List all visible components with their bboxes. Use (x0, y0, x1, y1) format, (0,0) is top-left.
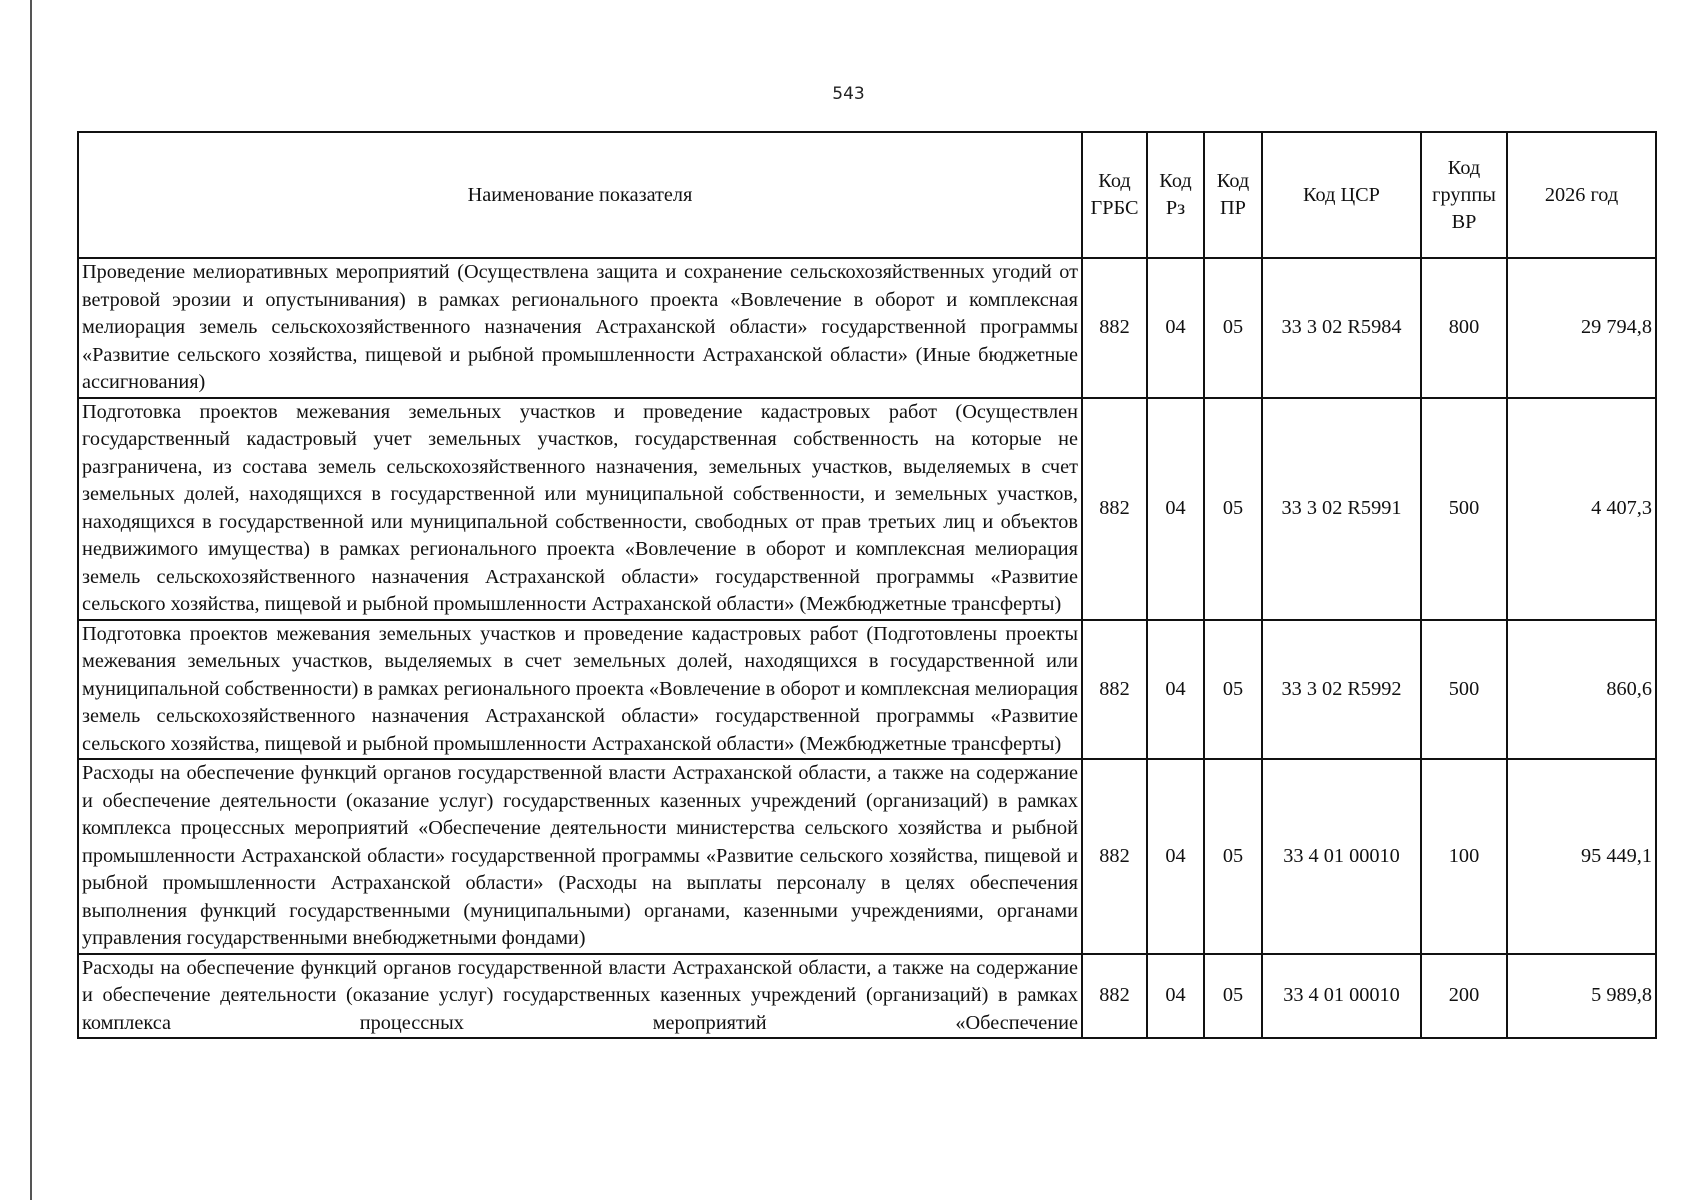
row-amount: 5 989,8 (1507, 954, 1656, 1038)
row-pr: 05 (1204, 258, 1262, 398)
row-rz: 04 (1147, 258, 1204, 398)
header-pr: Код ПР (1204, 132, 1262, 258)
row-amount: 29 794,8 (1507, 258, 1656, 398)
row-pr: 05 (1204, 398, 1262, 620)
table-row (78, 620, 1656, 760)
row-csr: 33 4 01 00010 (1262, 954, 1421, 1038)
header-grbs: Код ГРБС (1082, 132, 1147, 258)
header-name: Наименование показателя (78, 132, 1082, 258)
row-rz: 04 (1147, 398, 1204, 620)
table-row (78, 258, 1656, 398)
row-name: Проведение мелиоративных мероприятий (Осуществлена защита и сохранение сельскохозяйственных угодий от ветровой эрозии и опустынивания) в рамках регионального проекта «Вовлечение в оборот и комплексная мелиорация земель сельскохозяйственного назначения Астраханской области» государственной программы «Развитие сельского хозяйства, пищевой и рыбной промышленности Астраханской области» (Иные бюджетные ассигнования) (78, 258, 1082, 398)
row-vr: 500 (1421, 398, 1507, 620)
row-csr: 33 3 02 R5984 (1262, 258, 1421, 398)
page-margin-line (30, 0, 32, 1200)
row-vr: 200 (1421, 954, 1507, 1038)
row-name-text: Расходы на обеспечение функций органов государственной власти Астраханской области, а также на содержание и обеспечение деятельности (оказание услуг) государственных казенных учреждений (организаций) в рамках комплекса процессных мероприятий «Обеспечение (82, 956, 1078, 1034)
table-row (78, 759, 1656, 954)
row-pr: 05 (1204, 759, 1262, 954)
row-csr: 33 4 01 00010 (1262, 759, 1421, 954)
header-rz: Код Рз (1147, 132, 1204, 258)
row-vr: 800 (1421, 258, 1507, 398)
row-pr: 05 (1204, 954, 1262, 1038)
row-name: Подготовка проектов межевания земельных участков и проведение кадастровых работ (Подготовлены проекты межевания земельных участков, выделяемых в счет земельных долей, находящихся в государственной или муниципальной собственности) в рамках регионального проекта «Вовлечение в оборот и комплексная мелиорация земель сельскохозяйственного назначения Астраханской области» государственной программы «Развитие сельского хозяйства, пищевой и рыбной промышленности Астраханской области» (Межбюджетные трансферты) (78, 620, 1082, 760)
row-vr: 100 (1421, 759, 1507, 954)
row-grbs: 882 (1082, 258, 1147, 398)
row-rz: 04 (1147, 954, 1204, 1038)
row-grbs: 882 (1082, 398, 1147, 620)
row-name: Подготовка проектов межевания земельных участков и проведение кадастровых работ (Осуществлен государственный кадастровый учет земельных участков, государственная собственность на которые не разграничена, из состава земель сельскохозяйственного назначения, земельных участков, выделяемых в счет земельных долей, находящихся в государственной или муниципальной собственности, и земельных участков, находящихся в государственной или муниципальной собственности, свободных от прав третьих лиц и объектов недвижимого имущества) в рамках регионального проекта «Вовлечение в оборот и комплексная мелиорация земель сельскохозяйственного назначения Астраханской области» государственной программы «Развитие сельского хозяйства, пищевой и рыбной промышленности Астраханской области» (Межбюджетные трансферты) (78, 398, 1082, 620)
row-grbs: 882 (1082, 759, 1147, 954)
row-rz: 04 (1147, 759, 1204, 954)
table-row (78, 954, 1656, 1038)
budget-table (77, 131, 1657, 1039)
row-csr: 33 3 02 R5991 (1262, 398, 1421, 620)
row-amount: 95 449,1 (1507, 759, 1656, 954)
header-vr: Код группы ВР (1421, 132, 1507, 258)
table-row (78, 398, 1656, 620)
row-csr: 33 3 02 R5992 (1262, 620, 1421, 760)
row-name (78, 954, 1082, 1038)
row-vr: 500 (1421, 620, 1507, 760)
table-header-row (78, 132, 1656, 258)
row-grbs: 882 (1082, 620, 1147, 760)
page-number: 543 (832, 84, 865, 104)
row-grbs: 882 (1082, 954, 1147, 1038)
header-year: 2026 год (1507, 132, 1656, 258)
header-csr: Код ЦСР (1262, 132, 1421, 258)
row-amount: 860,6 (1507, 620, 1656, 760)
row-pr: 05 (1204, 620, 1262, 760)
row-name: Расходы на обеспечение функций органов государственной власти Астраханской области, а также на содержание и обеспечение деятельности (оказание услуг) государственных казенных учреждений (организаций) в рамках комплекса процессных мероприятий «Обеспечение деятельности министерства сельского хозяйства и рыбной промышленности Астраханской области» государственной программы «Развитие сельского хозяйства, пищевой и рыбной промышленности Астраханской области» (Расходы на выплаты персоналу в целях обеспечения выполнения функций государственными (муниципальными) органами, казенными учреждениями, органами управления государственными внебюджетными фондами) (78, 759, 1082, 954)
row-amount: 4 407,3 (1507, 398, 1656, 620)
row-rz: 04 (1147, 620, 1204, 760)
